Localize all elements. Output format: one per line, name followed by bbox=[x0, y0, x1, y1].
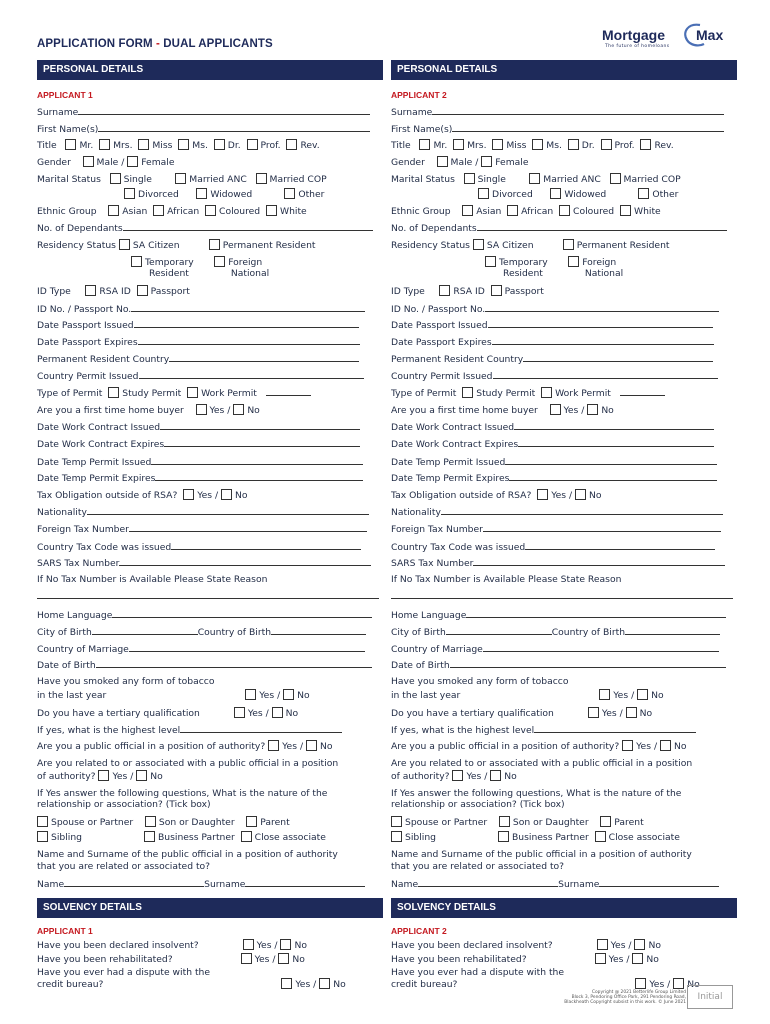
dispute-yes-checkbox[interactable] bbox=[635, 978, 646, 989]
passport-expires-field: Date Passport Expires bbox=[37, 336, 383, 349]
residency-row-1: Residency Status SA Citizen Permanent Resident bbox=[37, 240, 316, 251]
passport-checkbox[interactable] bbox=[137, 285, 148, 296]
tax-no-checkbox[interactable] bbox=[575, 489, 586, 500]
widowed-checkbox[interactable] bbox=[196, 188, 207, 199]
initial-box[interactable]: Initial bbox=[687, 985, 733, 1009]
passport-issued-field: Date Passport Issued bbox=[37, 319, 383, 332]
smoked-options: in the last year Yes / No bbox=[37, 690, 310, 701]
foreign-checkbox[interactable] bbox=[568, 256, 579, 267]
no-tax-reason: If No Tax Number is Available Please State Reason bbox=[391, 574, 622, 585]
relationship-row-2: Sibling Business Partner Close associate bbox=[391, 831, 737, 844]
dispute-q-1: Have you ever had a dispute with the bbox=[391, 967, 565, 978]
parent-checkbox[interactable] bbox=[246, 816, 257, 827]
related-no-checkbox[interactable] bbox=[136, 770, 147, 781]
id-number-field: ID No. / Passport No. bbox=[391, 303, 737, 316]
first-time-no-checkbox[interactable] bbox=[587, 404, 598, 415]
residency-row-3: Resident National bbox=[503, 268, 624, 279]
son-checkbox[interactable] bbox=[145, 816, 156, 827]
white-checkbox[interactable] bbox=[620, 205, 631, 216]
title-1-checkbox[interactable] bbox=[453, 139, 464, 150]
public-official: Are you a public official in a position of authority? Yes / No bbox=[37, 741, 333, 752]
related-yes-checkbox[interactable] bbox=[98, 770, 109, 781]
close-checkbox[interactable] bbox=[595, 831, 606, 842]
related-q-2: of authority? Yes / No bbox=[37, 771, 163, 782]
perm-country-field: Permanent Resident Country bbox=[391, 353, 737, 366]
tax-obligation: Tax Obligation outside of RSA? Yes / No bbox=[37, 490, 248, 501]
business-checkbox[interactable] bbox=[498, 831, 509, 842]
rehabilitated-q: Have you been rehabilitated? Yes / No bbox=[37, 954, 305, 965]
related-q-2: of authority? Yes / No bbox=[391, 771, 517, 782]
work-expires-field: Date Work Contract Expires bbox=[37, 438, 383, 451]
temp-expires-field: Date Temp Permit Expires bbox=[391, 472, 737, 485]
title-4-checkbox[interactable] bbox=[568, 139, 579, 150]
surname-field: Surname bbox=[391, 106, 737, 119]
tertiary-yes-checkbox[interactable] bbox=[588, 707, 599, 718]
sars-tax-field: SARS Tax Number bbox=[37, 557, 383, 570]
first-time-yes-checkbox[interactable] bbox=[550, 404, 561, 415]
rehab-no-checkbox[interactable] bbox=[278, 953, 289, 964]
dispute-no-checkbox[interactable] bbox=[319, 978, 330, 989]
study-permit-checkbox[interactable] bbox=[108, 387, 119, 398]
related-q-1: Are you related to or associated with a public official in a position bbox=[37, 758, 339, 769]
country-permit-field: Country Permit Issued bbox=[391, 370, 737, 383]
temporary-checkbox[interactable] bbox=[485, 256, 496, 267]
dispute-yes-checkbox[interactable] bbox=[281, 978, 292, 989]
spouse-checkbox[interactable] bbox=[391, 816, 402, 827]
sa-citizen-checkbox[interactable] bbox=[119, 239, 130, 250]
temp-issued-field: Date Temp Permit Issued bbox=[37, 456, 383, 469]
work-permit-checkbox[interactable] bbox=[541, 387, 552, 398]
ethnic-options: Ethnic Group Asian African Coloured White bbox=[37, 206, 307, 217]
insolvent-yes-checkbox[interactable] bbox=[597, 939, 608, 950]
applicant-label-solvency: APPLICANT 1 bbox=[37, 926, 93, 936]
married-anc-checkbox[interactable] bbox=[175, 173, 186, 184]
other-checkbox[interactable] bbox=[638, 188, 649, 199]
title-0-checkbox[interactable] bbox=[419, 139, 430, 150]
insolvent-no-checkbox[interactable] bbox=[634, 939, 645, 950]
dependants-field: No. of Dependants bbox=[37, 222, 383, 235]
title-0-checkbox[interactable] bbox=[65, 139, 76, 150]
female-checkbox[interactable] bbox=[127, 156, 138, 167]
official-no-checkbox[interactable] bbox=[660, 740, 671, 751]
country-tax-field: Country Tax Code was issued bbox=[391, 541, 737, 554]
name-surname-q-1: Name and Surname of the public official in a position of authority bbox=[391, 849, 692, 860]
ifyes-2: relationship or association? (Tick box) bbox=[391, 799, 565, 810]
public-official: Are you a public official in a position of authority? Yes / No bbox=[391, 741, 687, 752]
other-checkbox[interactable] bbox=[284, 188, 295, 199]
gender-options: Gender Male / Female bbox=[37, 157, 175, 168]
residency-row-2: Temporary Foreign bbox=[37, 256, 383, 269]
tertiary-no-checkbox[interactable] bbox=[626, 707, 637, 718]
title-3-checkbox[interactable] bbox=[178, 139, 189, 150]
highest-level-field: If yes, what is the highest level bbox=[37, 724, 383, 737]
insolvent-yes-checkbox[interactable] bbox=[243, 939, 254, 950]
personal-details-header: PERSONAL DETAILS bbox=[37, 60, 383, 80]
work-expires-field: Date Work Contract Expires bbox=[391, 438, 737, 451]
female-checkbox[interactable] bbox=[481, 156, 492, 167]
birth-place-field: City of Birth Country of Birth bbox=[37, 626, 383, 639]
no-tax-reason: If No Tax Number is Available Please State Reason bbox=[37, 574, 268, 585]
relationship-row-2: Sibling Business Partner Close associate bbox=[37, 831, 383, 844]
marital-row-2: Divorced Widowed Other bbox=[37, 188, 383, 201]
single-checkbox[interactable] bbox=[110, 173, 121, 184]
first-time-no-checkbox[interactable] bbox=[233, 404, 244, 415]
residency-row-2: Temporary Foreign bbox=[391, 256, 737, 269]
country-permit-field: Country Permit Issued bbox=[37, 370, 383, 383]
divorced-checkbox[interactable] bbox=[478, 188, 489, 199]
dob-field: Date of Birth bbox=[391, 659, 737, 672]
ifyes-2: relationship or association? (Tick box) bbox=[37, 799, 211, 810]
personal-details-header: PERSONAL DETAILS bbox=[391, 60, 737, 80]
single-checkbox[interactable] bbox=[464, 173, 475, 184]
rehabilitated-q: Have you been rehabilitated? Yes / No bbox=[391, 954, 659, 965]
id-type-options: ID Type RSA ID Passport bbox=[391, 286, 544, 297]
official-name-field: Name Surname bbox=[391, 878, 737, 891]
coloured-checkbox[interactable] bbox=[559, 205, 570, 216]
spouse-checkbox[interactable] bbox=[37, 816, 48, 827]
dob-field: Date of Birth bbox=[37, 659, 383, 672]
first-time-buyer: Are you a first time home buyer Yes / No bbox=[37, 405, 260, 416]
dispute-q-1: Have you ever had a dispute with the bbox=[37, 967, 211, 978]
tertiary-options: Do you have a tertiary qualification Yes / No bbox=[391, 708, 653, 719]
temporary-checkbox[interactable] bbox=[131, 256, 142, 267]
id-type-options: ID Type RSA ID Passport bbox=[37, 286, 190, 297]
first-time-yes-checkbox[interactable] bbox=[196, 404, 207, 415]
title-3-checkbox[interactable] bbox=[532, 139, 543, 150]
divorced-checkbox[interactable] bbox=[124, 188, 135, 199]
home-language-field: Home Language bbox=[37, 609, 383, 622]
insolvent-q: Have you been declared insolvent? Yes / No bbox=[391, 940, 661, 951]
official-no-checkbox[interactable] bbox=[306, 740, 317, 751]
nationality-field: Nationality bbox=[37, 506, 383, 519]
marital-row-1: Marital Status Single Married ANC Married COP bbox=[37, 174, 327, 185]
permit-type-options: Type of Permit Study Permit Work Permit bbox=[37, 387, 383, 400]
rehab-no-checkbox[interactable] bbox=[632, 953, 643, 964]
country-tax-field: Country Tax Code was issued bbox=[37, 541, 383, 554]
temp-issued-field: Date Temp Permit Issued bbox=[391, 456, 737, 469]
business-checkbox[interactable] bbox=[144, 831, 155, 842]
perm-resident-checkbox[interactable] bbox=[209, 239, 220, 250]
gender-options: Gender Male / Female bbox=[391, 157, 529, 168]
applicant-label: APPLICANT 1 bbox=[37, 90, 93, 100]
widowed-checkbox[interactable] bbox=[550, 188, 561, 199]
title-5-checkbox[interactable] bbox=[247, 139, 258, 150]
name-surname-q-2: that you are related or associated to? bbox=[391, 861, 565, 872]
applicant-2-column bbox=[391, 60, 737, 990]
married-cop-checkbox[interactable] bbox=[610, 173, 621, 184]
related-no-checkbox[interactable] bbox=[490, 770, 501, 781]
married-anc-checkbox[interactable] bbox=[529, 173, 540, 184]
title-2-checkbox[interactable] bbox=[138, 139, 149, 150]
official-yes-checkbox[interactable] bbox=[622, 740, 633, 751]
id-number-field: ID No. / Passport No. bbox=[37, 303, 383, 316]
tax-obligation: Tax Obligation outside of RSA? Yes / No bbox=[391, 490, 602, 501]
official-yes-checkbox[interactable] bbox=[268, 740, 279, 751]
smoke-yes-checkbox[interactable] bbox=[599, 689, 610, 700]
asian-checkbox[interactable] bbox=[108, 205, 119, 216]
mortgagemax-logo: Mortgage Max The future of homeloans bbox=[602, 24, 738, 54]
title-6-checkbox[interactable] bbox=[640, 139, 651, 150]
first-time-buyer: Are you a first time home buyer Yes / No bbox=[391, 405, 614, 416]
foreign-checkbox[interactable] bbox=[214, 256, 225, 267]
male-checkbox[interactable] bbox=[83, 156, 94, 167]
sibling-checkbox[interactable] bbox=[391, 831, 402, 842]
first-names-field: First Name(s) bbox=[391, 123, 737, 136]
smoked-q: Have you smoked any form of tobacco bbox=[391, 676, 569, 687]
smoke-yes-checkbox[interactable] bbox=[245, 689, 256, 700]
home-language-field: Home Language bbox=[391, 609, 737, 622]
surname-field: Surname bbox=[37, 106, 383, 119]
applicant-label-solvency: APPLICANT 2 bbox=[391, 926, 447, 936]
son-checkbox[interactable] bbox=[499, 816, 510, 827]
solvency-details-header: SOLVENCY DETAILS bbox=[391, 898, 737, 918]
married-cop-checkbox[interactable] bbox=[256, 173, 267, 184]
dependants-field: No. of Dependants bbox=[391, 222, 737, 235]
relationship-row-1: Spouse or Partner Son or Daughter Parent bbox=[391, 816, 737, 829]
coloured-checkbox[interactable] bbox=[205, 205, 216, 216]
name-surname-q-2: that you are related or associated to? bbox=[37, 861, 211, 872]
sibling-checkbox[interactable] bbox=[37, 831, 48, 842]
title-options: Title Mr. Mrs. Miss Ms. Dr. Prof. Rev. bbox=[391, 140, 674, 151]
foreign-tax-field: Foreign Tax Number bbox=[37, 523, 383, 536]
solvency-details-header: SOLVENCY DETAILS bbox=[37, 898, 383, 918]
african-checkbox[interactable] bbox=[153, 205, 164, 216]
official-name-field: Name Surname bbox=[37, 878, 383, 891]
asian-checkbox[interactable] bbox=[462, 205, 473, 216]
related-yes-checkbox[interactable] bbox=[452, 770, 463, 781]
name-surname-q-1: Name and Surname of the public official in a position of authority bbox=[37, 849, 338, 860]
white-checkbox[interactable] bbox=[266, 205, 277, 216]
country-marriage-field: Country of Marriage bbox=[391, 643, 737, 656]
smoked-options: in the last year Yes / No bbox=[391, 690, 664, 701]
ifyes-1: If Yes answer the following questions, What is the nature of the bbox=[37, 788, 328, 799]
close-checkbox[interactable] bbox=[241, 831, 252, 842]
foreign-tax-field: Foreign Tax Number bbox=[391, 523, 737, 536]
study-permit-checkbox[interactable] bbox=[462, 387, 473, 398]
copyright-footer: Copyright @ 2021 Betterlife Group Limited Block 3, Pendoring Office Park, 291 Pendoring Road, Blackheath Copyright subsist in this work. © June 2021 bbox=[564, 990, 686, 1006]
smoke-no-checkbox[interactable] bbox=[637, 689, 648, 700]
sa-citizen-checkbox[interactable] bbox=[473, 239, 484, 250]
tax-yes-checkbox[interactable] bbox=[537, 489, 548, 500]
residency-row-1: Residency Status SA Citizen Permanent Resident bbox=[391, 240, 670, 251]
ethnic-options: Ethnic Group Asian African Coloured White bbox=[391, 206, 661, 217]
smoke-no-checkbox[interactable] bbox=[283, 689, 294, 700]
smoked-q: Have you smoked any form of tobacco bbox=[37, 676, 215, 687]
insolvent-no-checkbox[interactable] bbox=[280, 939, 291, 950]
no-tax-reason-line bbox=[37, 590, 383, 603]
title-2-checkbox[interactable] bbox=[492, 139, 503, 150]
nationality-field: Nationality bbox=[391, 506, 737, 519]
marital-row-2: Divorced Widowed Other bbox=[391, 188, 737, 201]
applicant-label: APPLICANT 2 bbox=[391, 90, 447, 100]
first-names-field: First Name(s) bbox=[37, 123, 383, 136]
relationship-row-1: Spouse or Partner Son or Daughter Parent bbox=[37, 816, 383, 829]
rehab-yes-checkbox[interactable] bbox=[595, 953, 606, 964]
perm-country-field: Permanent Resident Country bbox=[37, 353, 383, 366]
country-marriage-field: Country of Marriage bbox=[37, 643, 383, 656]
passport-checkbox[interactable] bbox=[491, 285, 502, 296]
title-4-checkbox[interactable] bbox=[214, 139, 225, 150]
work-issued-field: Date Work Contract Issued bbox=[391, 421, 737, 434]
birth-place-field: City of Birth Country of Birth bbox=[391, 626, 737, 639]
work-issued-field: Date Work Contract Issued bbox=[37, 421, 383, 434]
sars-tax-field: SARS Tax Number bbox=[391, 557, 737, 570]
permit-type-options: Type of Permit Study Permit Work Permit bbox=[391, 387, 737, 400]
dispute-q-2: credit bureau? Yes / No bbox=[37, 979, 346, 990]
applicant-1-column bbox=[37, 60, 383, 990]
perm-resident-checkbox[interactable] bbox=[563, 239, 574, 250]
passport-issued-field: Date Passport Issued bbox=[391, 319, 737, 332]
title-options: Title Mr. Mrs. Miss Ms. Dr. Prof. Rev. bbox=[37, 140, 320, 151]
title-6-checkbox[interactable] bbox=[286, 139, 297, 150]
passport-expires-field: Date Passport Expires bbox=[391, 336, 737, 349]
parent-checkbox[interactable] bbox=[600, 816, 611, 827]
tertiary-options: Do you have a tertiary qualification Yes / No bbox=[37, 708, 299, 719]
rsa-id-checkbox[interactable] bbox=[85, 285, 96, 296]
african-checkbox[interactable] bbox=[507, 205, 518, 216]
tax-no-checkbox[interactable] bbox=[221, 489, 232, 500]
rehab-yes-checkbox[interactable] bbox=[241, 953, 252, 964]
tertiary-yes-checkbox[interactable] bbox=[234, 707, 245, 718]
tertiary-no-checkbox[interactable] bbox=[272, 707, 283, 718]
title-1-checkbox[interactable] bbox=[99, 139, 110, 150]
ifyes-1: If Yes answer the following questions, What is the nature of the bbox=[391, 788, 682, 799]
no-tax-reason-line bbox=[391, 590, 737, 603]
highest-level-field: If yes, what is the highest level bbox=[391, 724, 737, 737]
insolvent-q: Have you been declared insolvent? Yes / No bbox=[37, 940, 307, 951]
dispute-q-2: credit bureau? Yes / No bbox=[391, 979, 700, 990]
rsa-id-checkbox[interactable] bbox=[439, 285, 450, 296]
male-checkbox[interactable] bbox=[437, 156, 448, 167]
temp-expires-field: Date Temp Permit Expires bbox=[37, 472, 383, 485]
marital-row-1: Marital Status Single Married ANC Married COP bbox=[391, 174, 681, 185]
dispute-no-checkbox[interactable] bbox=[673, 978, 684, 989]
related-q-1: Are you related to or associated with a public official in a position bbox=[391, 758, 693, 769]
tax-yes-checkbox[interactable] bbox=[183, 489, 194, 500]
residency-row-3: Resident National bbox=[149, 268, 270, 279]
title-5-checkbox[interactable] bbox=[601, 139, 612, 150]
form-title: APPLICATION FORM - DUAL APPLICANTS bbox=[37, 38, 273, 50]
work-permit-checkbox[interactable] bbox=[187, 387, 198, 398]
